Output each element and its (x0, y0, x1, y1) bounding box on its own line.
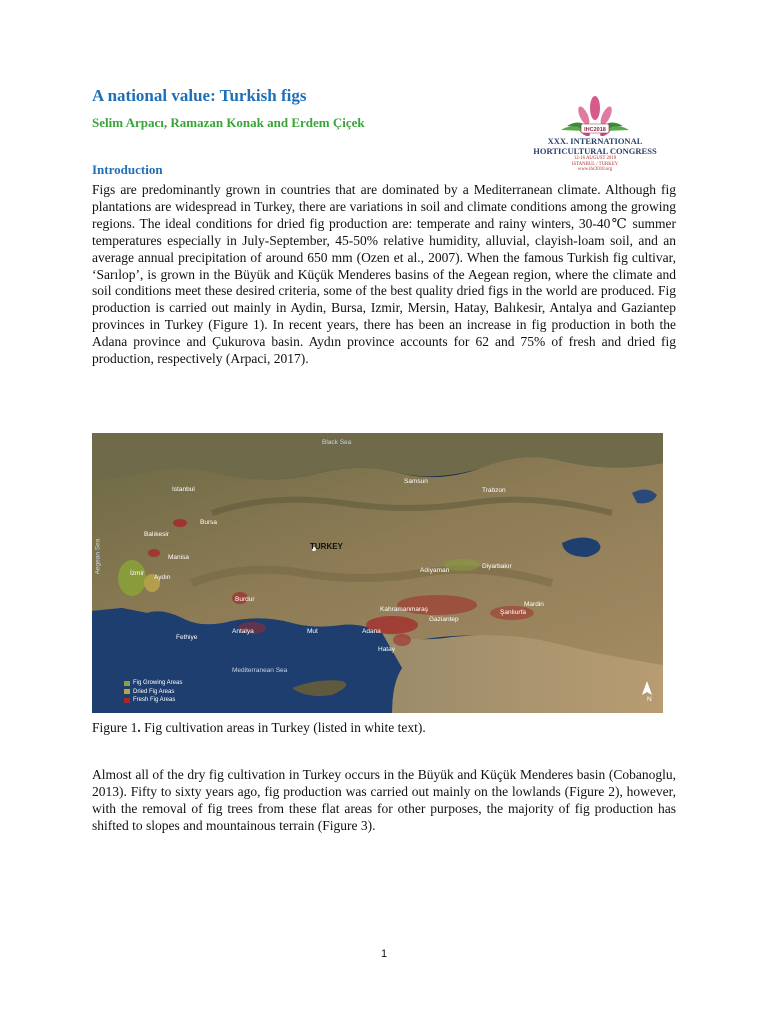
map-label-city: Aydın (154, 574, 171, 581)
legend-label: Fig Growing Areas (133, 680, 183, 686)
legend-label: Dried Fig Areas (133, 688, 175, 695)
figure-label: Figure 1 (92, 720, 138, 735)
map-legend (124, 679, 182, 705)
map-label-city: Mut (307, 628, 318, 635)
map-label-city: Hatay (378, 646, 395, 653)
map-label-city: Burdur (235, 596, 255, 603)
congress-logo (520, 94, 670, 174)
map-label-aegean: Aegean Sea (94, 538, 102, 575)
legend-item (124, 679, 182, 688)
congress-web: www.ihc2018.org (577, 167, 613, 173)
map-label-city: Manisa (168, 554, 189, 561)
map-label-city: Balıkesir (144, 531, 169, 538)
map-label-turkey: TURKEY (310, 542, 343, 551)
map-label-city: Samsun (404, 478, 428, 485)
map-label-city: Fethiye (176, 634, 198, 641)
figure-caption-text: . (137, 720, 141, 735)
legend-label: Fresh Fig Areas (133, 697, 176, 703)
paragraph-2: Almost all of the dry fig cultivation in Turkey occurs in the Büyük and Küçük Menderes basin (Cobanoglu, 2013). Fifty to sixty years ago, fig production was carried out mainly on the lowlands (Figure 2), however, with the removal of fig trees from these flat areas for other purposes, the majority of fig production has shifted to slopes and mountainous terrain (Figure 3). (92, 767, 676, 833)
map-label-city: Şanlıurfa (500, 609, 527, 616)
congress-name-line2: HORTICULTURAL CONGRESS (533, 145, 657, 156)
page-number: 1 (380, 948, 388, 960)
paragraph-1: Figs are predominantly grown in countries that are dominated by a Mediterranean climate. Although fig plantations are widespread in Turkey, there are variations in soil and climate conditions among the growing regions. The ideal conditions for dried fig production are: temperate and rainy winters, 30-40℃ summer temperatures especially in July-September, 45-50% relative humidity, alluvial, clayish-loam soil, and an average annual precipitation of around 650 mm (Ozen et al., 2007). When the famous Turkish fig cultivar, ‘Sarılop’, is grown in the Büyük and Küçük Menderes basins of the Aegean region, where the climate and soil conditions meet these desired criteria, some of the best quality dried figs in the world are produced. Fig production is carried out mainly in Aydin, Bursa, Izmir, Mersin, Hatay, Balıkesir, Antalya and Gaziantep provinces in Turkey (Figure 1). In recent years, there has been an increase in fig production in both the Adana province and Çukurova basin. Aydın province accounts for 62 and 75% of fresh and dried fig production, respectively (Arpaci, 2017). (92, 182, 676, 367)
map-label-city: Antalya (232, 628, 254, 635)
map-label-city: Trabzon (482, 487, 506, 494)
map-north-label: N (647, 696, 652, 703)
legend-swatch (124, 689, 130, 694)
legend-item (124, 696, 182, 705)
article-title: A national value: Turkish figs (92, 86, 307, 105)
legend-swatch (124, 698, 130, 703)
map-label-city: Kahramanmaraş (380, 606, 429, 613)
congress-details (520, 156, 670, 173)
map-label-city: İzmir (130, 570, 145, 577)
map-label-city: Gaziantep (429, 616, 459, 623)
figure-1-caption (92, 720, 426, 736)
map-label-black-sea: Black Sea (322, 439, 352, 446)
introduction-heading: Introduction (92, 162, 163, 177)
congress-location: ISTANBUL / TURKEY (571, 161, 619, 167)
legend-item (124, 688, 182, 697)
map-label-city: Istanbul (172, 486, 195, 493)
legend-swatch (124, 681, 130, 686)
congress-date: 12-16 AUGUST 2018 (573, 156, 617, 161)
logo-emblem-text: IHC2018 (584, 126, 606, 133)
map-label-city: Diyarbakır (482, 563, 512, 570)
satellite-map-image (92, 433, 663, 713)
flower-emblem-icon (520, 94, 670, 136)
map-label-city: Bursa (200, 519, 217, 526)
congress-name (520, 137, 670, 156)
map-label-city: Mardin (524, 601, 544, 608)
map-label-mediterranean: Mediterranean Sea (232, 667, 288, 674)
congress-name-line1: XXX. INTERNATIONAL (547, 136, 643, 146)
figure-1-map (92, 433, 663, 713)
map-label-city: Adıyaman (420, 567, 450, 574)
figure-caption-rest: Fig cultivation areas in Turkey (listed in white text). (140, 720, 426, 735)
map-label-city: Adana (362, 628, 381, 635)
author-list: Selim Arpacı, Ramazan Konak and Erdem Çiçek (92, 115, 365, 130)
